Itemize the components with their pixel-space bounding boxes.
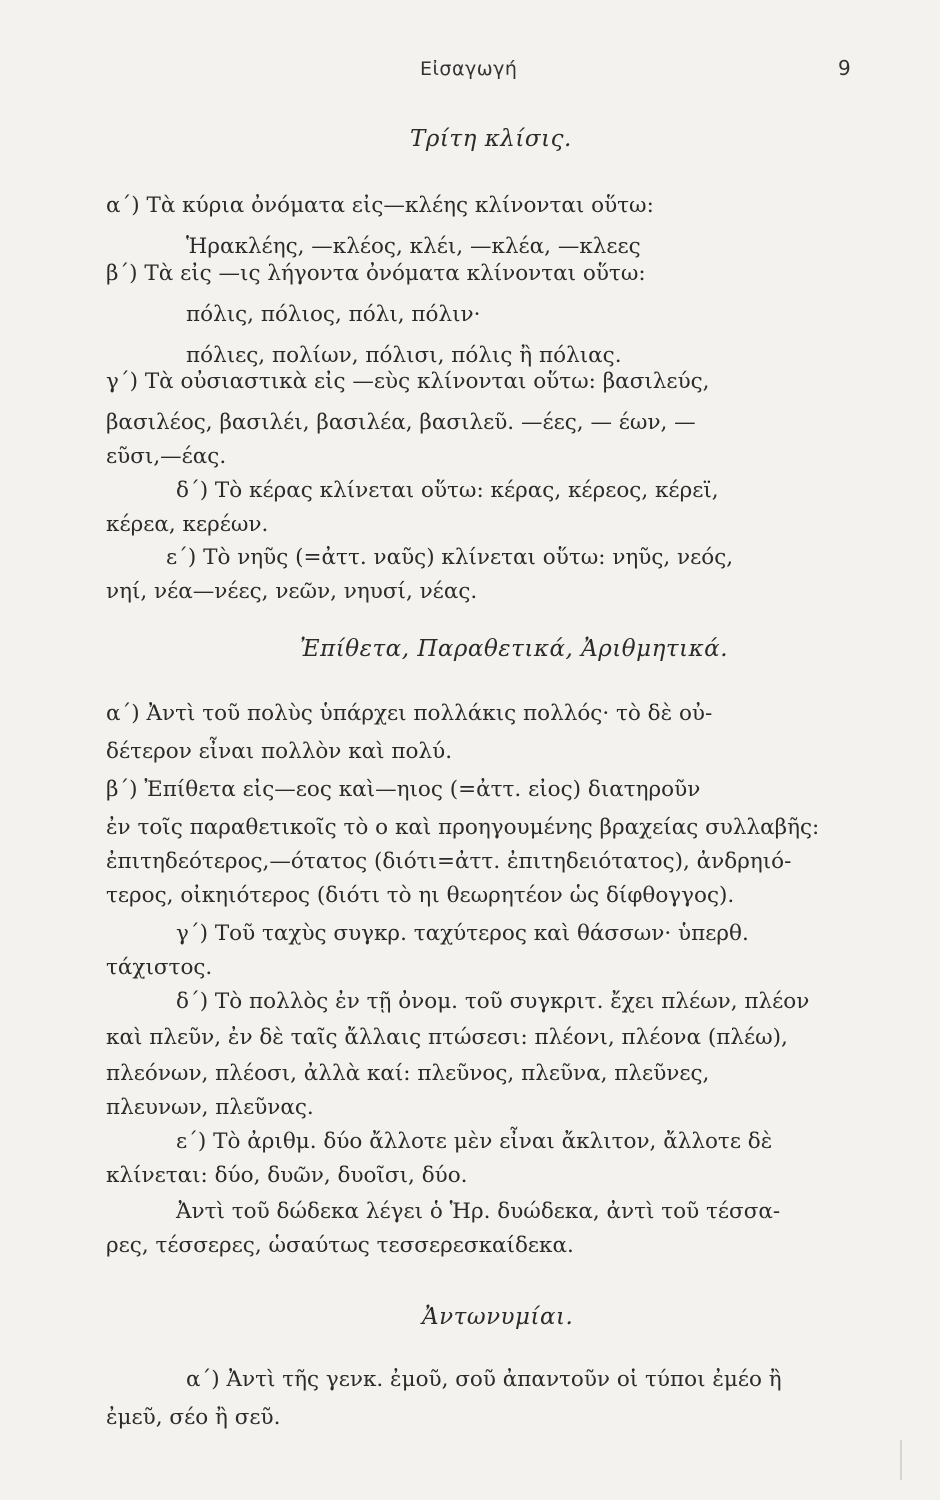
text-line: ε΄) Τὸ ἀριθμ. δύο ἄλλοτε μὲν εἶναι ἄκλιτον, ἄλλοτε δὲ	[176, 1129, 773, 1154]
text-line: γ΄) Τὰ οὐσιαστικὰ εἰς —εὺς κλίνονται οὕτω: βασιλεύς,	[106, 369, 710, 394]
text-line: α΄) Ἀντὶ τῆς γενκ. ἐμοῦ, σοῦ ἀπαντοῦν οἱ τύποι ἐμέο ἢ	[186, 1367, 782, 1392]
paper-mark	[900, 1440, 902, 1480]
text-line: Ἀντὶ τοῦ δώδεκα λέγει ὁ Ἡρ. δυώδεκα, ἀντὶ τοῦ τέσσα-	[176, 1199, 781, 1224]
text-line: ἐμεῦ, σέο ἢ σεῦ.	[106, 1405, 281, 1430]
text-line: ρες, τέσσερες, ὡσαύτως τεσσερεσκαίδεκα.	[106, 1233, 574, 1258]
text-line: δ΄) Τὸ πολλὸς ἐν τῇ ὀνομ. τοῦ συγκριτ. ἔχει πλέων, πλέον	[176, 989, 810, 1014]
text-line: εῦσι,—έας.	[106, 444, 227, 469]
page-number: 9	[838, 56, 851, 80]
text-line: πόλιες, πολίων, πόλισι, πόλις ἢ πόλιας.	[186, 343, 622, 368]
text-line: ἐν τοῖς παραθετικοῖς τὸ ο καὶ προηγουμένης βραχείας συλλαβῆς:	[106, 815, 820, 840]
text-line: τερος, οἰκηιότερος (διότι τὸ ηι θεωρητέον ὡς δίφθογγος).	[106, 883, 735, 908]
text-line: Ἡρακλέης, —κλέος, κλέι, —κλέα, —κλεες	[186, 234, 641, 259]
text-line: β΄) Τὰ εἰς —ις λήγοντα ὀνόματα κλίνονται οὕτω:	[106, 261, 646, 286]
text-line: ἐπιτηδεότερος,—ότατος (διότι=ἀττ. ἐπιτηδειότατος), ἀνδρηιό-	[106, 849, 792, 874]
section-heading-adjectives: Ἐπίθετα, Παραθετικά, Ἀριθμητικά.	[300, 636, 729, 662]
running-title: Εἰσαγωγή	[420, 58, 518, 80]
section-heading-third-declension: Τρίτη κλίσις.	[410, 126, 572, 152]
text-line: πλευνων, πλεῦνας.	[106, 1095, 314, 1120]
text-line: δ΄) Τὸ κέρας κλίνεται οὕτω: κέρας, κέρεος, κέρεϊ,	[176, 478, 719, 503]
section-heading-pronouns: Ἀντωνυμίαι.	[422, 1304, 574, 1330]
text-line: βασιλέος, βασιλέι, βασιλέα, βασιλεῦ. —έες, — έων, —	[106, 410, 696, 435]
text-line: δέτερον εἶναι πολλὸν καὶ πολύ.	[106, 739, 453, 764]
text-line: νηί, νέα—νέες, νεῶν, νηυσί, νέας.	[106, 579, 478, 604]
text-line: πλεόνων, πλέοσι, ἀλλὰ καί: πλεῦνος, πλεῦνα, πλεῦνες,	[106, 1061, 710, 1086]
text-line: πόλις, πόλιος, πόλι, πόλιν·	[186, 302, 481, 327]
text-line: τάχιστος.	[106, 955, 213, 980]
text-line: κλίνεται: δύο, δυῶν, δυοῖσι, δύο.	[106, 1163, 468, 1188]
text-line: ε΄) Τὸ νηῦς (=ἀττ. ναῦς) κλίνεται οὕτω: νηῦς, νεός,	[166, 545, 734, 570]
text-line: α΄) Τὰ κύρια ὀνόματα εἰς—κλέης κλίνονται οὕτω:	[106, 193, 654, 218]
text-line: κέρεα, κερέων.	[106, 512, 269, 537]
text-line: γ΄) Τοῦ ταχὺς συγκρ. ταχύτερος καὶ θάσσων· ὑπερθ.	[176, 921, 749, 946]
text-line: α΄) Ἀντὶ τοῦ πολὺς ὑπάρχει πολλάκις πολλός· τὸ δὲ οὐ-	[106, 701, 713, 726]
text-line: καὶ πλεῦν, ἐν δὲ ταῖς ἄλλαις πτώσεσι: πλέονι, πλέονα (πλέω),	[106, 1025, 788, 1050]
page-header	[0, 56, 940, 86]
text-line: β΄) Ἐπίθετα εἰς—εος καὶ—ηιος (=ἀττ. εἰος) διατηροῦν	[106, 777, 701, 802]
